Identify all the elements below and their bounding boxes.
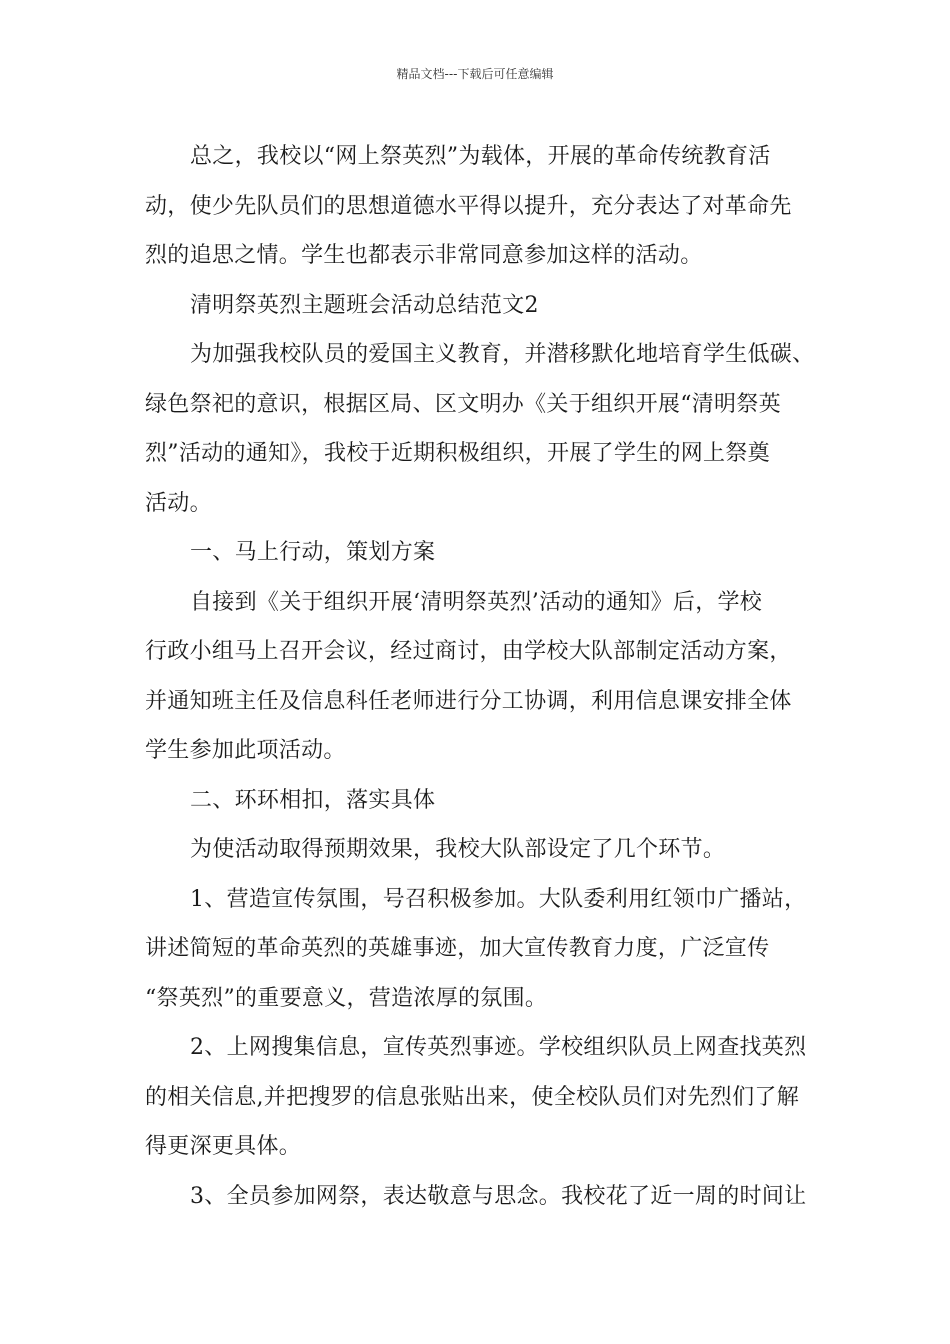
- paragraph-line: 的相关信息,并把搜罗的信息张贴出来，使全校队员们对先烈们了解: [145, 1084, 799, 1110]
- paragraph-line: 2、上网搜集信息，宣传英烈事迹。学校组织队员上网查找英烈: [190, 1035, 807, 1060]
- paragraph-line: 烈”活动的通知》，我校于近期积极组织，开展了学生的网上祭奠: [145, 441, 770, 466]
- paragraph-line: 自接到《关于组织开展‘清明祭英烈’活动的通知》后，学校: [190, 589, 763, 615]
- paragraph-line: 学生参加此项活动。: [145, 738, 346, 763]
- paragraph-line: 3、全员参加网祭，表达敬意与思念。我校花了近一周的时间让: [190, 1183, 807, 1209]
- section-heading: 二、环环相扣，落实具体: [190, 787, 436, 813]
- paragraph-line: 得更深更具体。: [145, 1134, 302, 1159]
- section-title: 清明祭英烈主题班会活动总结范文2: [190, 292, 539, 318]
- document-body: [145, 132, 815, 1221]
- section-heading: 一、马上行动，策划方案: [190, 540, 436, 565]
- page-header: 精品文档---下载后可任意编辑: [396, 67, 554, 81]
- paragraph-line: 烈的追思之情。学生也都表示非常同意参加这样的活动。: [145, 243, 703, 268]
- paragraph-line: 动，使少先队员们的思想道德水平得以提升，充分表达了对革命先: [145, 193, 792, 219]
- paragraph-line: 总之，我校以“网上祭英烈”为载体，开展的革命传统教育活: [190, 144, 771, 169]
- paragraph-line: 绿色祭祀的意识，根据区局、区文明办《关于组织开展“清明祭英: [145, 391, 781, 417]
- paragraph-line: 讲述简短的革命英烈的英雄事迹，加大宣传教育力度，广泛宣传: [145, 936, 770, 961]
- paragraph-line: 活动。: [145, 490, 212, 516]
- paragraph-line: 1、营造宣传氛围，号召积极参加。大队委利用红领巾广播站，: [190, 886, 807, 912]
- paragraph-line: 为加强我校队员的爱国主义教育，并潜移默化地培育学生低碳、: [190, 342, 815, 367]
- paragraph-line: 为使活动取得预期效果，我校大队部设定了几个环节。: [190, 837, 726, 862]
- paragraph-line: “祭英烈”的重要意义，营造浓厚的氛围。: [145, 985, 548, 1011]
- paragraph-line: 行政小组马上召开会议，经过商讨，由学校大队部制定活动方案，: [145, 639, 792, 664]
- paragraph-line: 并通知班主任及信息科任老师进行分工协调，利用信息课安排全体: [145, 688, 792, 714]
